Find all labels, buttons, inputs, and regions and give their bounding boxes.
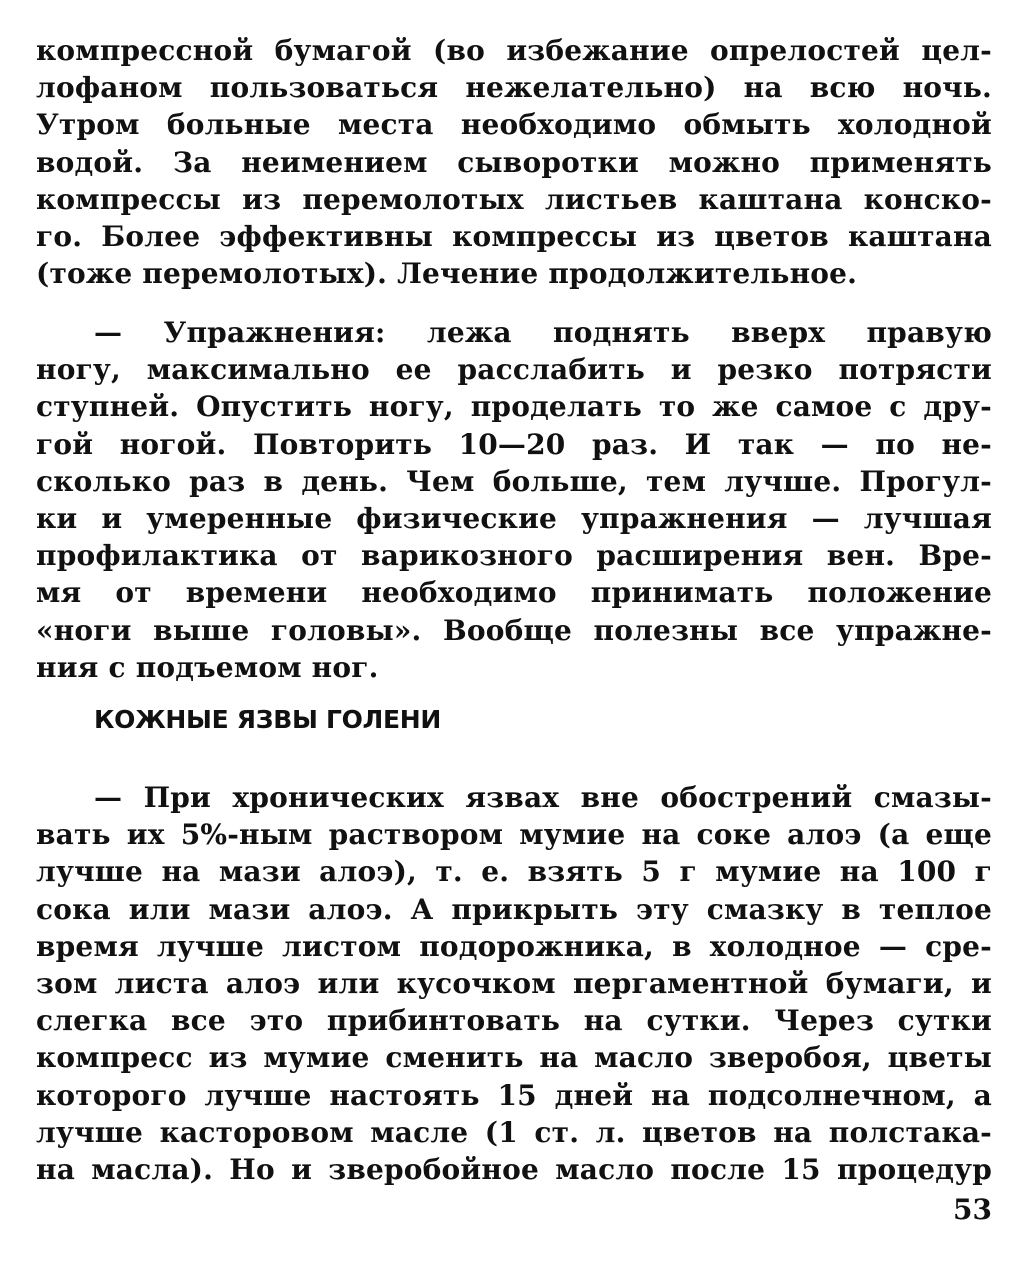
text-line: гой ногой. Повторить 10—20 раз. И так — по не- — [36, 427, 992, 461]
text-line: — Упражнения: лежа поднять вверх правую — [94, 316, 992, 349]
text-line: мя от времени необходимо принимать положение — [36, 576, 992, 610]
page-number: 53 — [953, 1193, 992, 1226]
text-line: ступней. Опустить ногу, проделать то же самое с дру- — [36, 390, 992, 424]
text-line: компрессы из перемолотых листьев каштана конско- — [36, 182, 992, 216]
text-line: зом листа алоэ или кусочком пергаментной бумаги, и — [36, 966, 992, 1000]
paragraph-continuation — [36, 32, 992, 292]
text-line: ния с подъемом ног. — [36, 650, 379, 684]
text-line: лучше на мази алоэ), т. е. взять 5 г мумие на 100 г — [36, 855, 992, 889]
text-line: ки и умеренные физические упражнения — лучшая — [36, 501, 992, 535]
text-line: компрессной бумагой (во избежание опрелостей цел- — [36, 34, 992, 67]
text-line: время лучше листом подорожника, в холодное — сре- — [36, 929, 992, 963]
text-line: которого лучше настоять 15 дней на подсолнечном, а — [36, 1078, 992, 1112]
section-heading: КОЖНЫЕ ЯЗВЫ ГОЛЕНИ — [94, 705, 442, 734]
text-line: «ноги выше головы». Вообще полезны все упражне- — [36, 613, 992, 647]
text-line: профилактика от варикозного расширения вен. Вре- — [36, 539, 992, 573]
text-line: лофаном пользоваться нежелательно) на всю ночь. — [36, 71, 992, 105]
text-line: на масла). Но и зверобойное масло после 15 процедур — [36, 1152, 992, 1186]
text-line: (тоже перемолотых). Лечение продолжительное. — [36, 257, 858, 291]
book-page — [36, 24, 992, 1244]
text-line: сколько раз в день. Чем больше, тем лучше. Прогул- — [36, 464, 992, 498]
text-line: Утром больные места необходимо обмыть холодной — [36, 108, 992, 142]
text-line: сока или мази алоэ. А прикрыть эту смазку в теплое — [36, 892, 992, 926]
paragraph-exercises — [36, 314, 992, 686]
text-line: компресс из мумие сменить на масло зверобоя, цветы — [36, 1041, 992, 1075]
paragraph-skin-ulcers — [36, 779, 992, 1188]
text-line: водой. За неимением сыворотки можно применять — [36, 145, 992, 179]
text-line: лучше касторовом масле (1 ст. л. цветов на полстака- — [36, 1115, 992, 1149]
text-line: вать их 5%-ным раствором мумие на соке алоэ (а еще — [36, 818, 992, 852]
text-line: го. Более эффективны компрессы из цветов каштана — [36, 219, 992, 253]
text-line: — При хронических язвах вне обострений смазы- — [94, 781, 992, 814]
text-line: слегка все это прибинтовать на сутки. Через сутки — [36, 1004, 992, 1038]
text-line: ногу, максимально ее расслабить и резко потрясти — [36, 353, 992, 387]
